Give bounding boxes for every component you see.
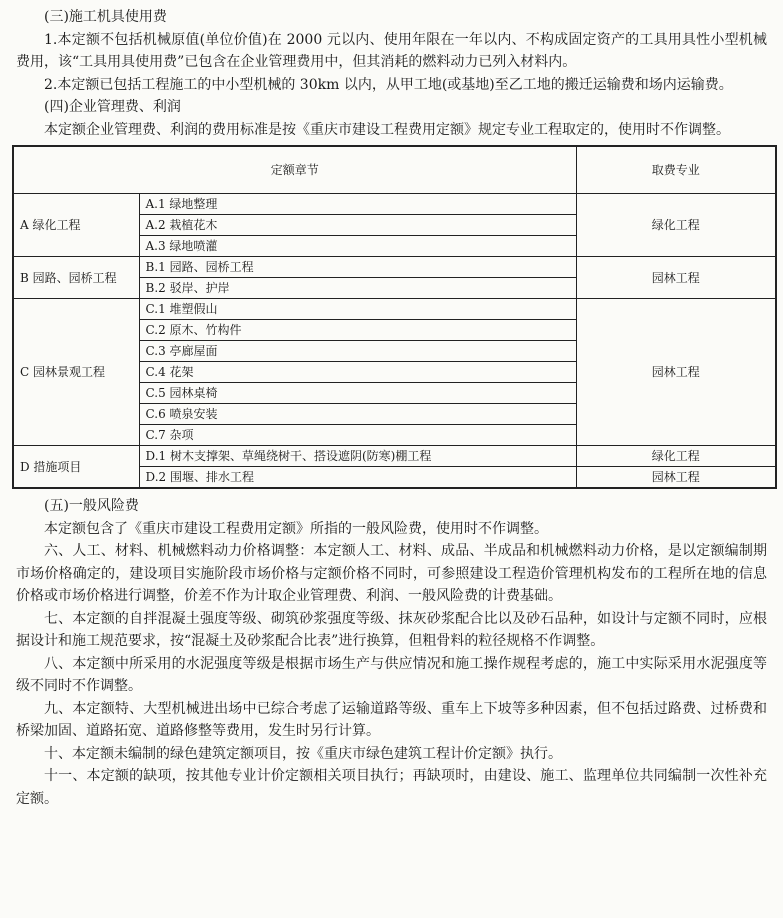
- table-cell-section: C.5 园林桌椅: [139, 383, 576, 404]
- section-heading: (四)企业管理费、利润: [44, 99, 181, 115]
- table-cell-specialty: 绿化工程: [576, 194, 776, 257]
- paragraph: 六、人工、材料、机械燃料动力价格调整：本定额人工、材料、成品、半成品和机械燃料动力价格，是以定额编制期市场价格确定的，建设项目实施阶段市场价格与定额价格不同时，可参照建设工程造价管理机构发布的工程所在地的信息价格或市场价格进行调整，价差不作为计取企业管理费、利润、一般风险费的计费基础。: [16, 543, 767, 604]
- table-cell-specialty: 园林工程: [576, 467, 776, 489]
- table-cell-section: D.2 围堰、排水工程: [139, 467, 576, 489]
- table-cell-specialty: 园林工程: [576, 257, 776, 299]
- table-cell-chapter: D 措施项目: [13, 446, 139, 489]
- paragraph: 八、本定额中所采用的水泥强度等级是根据市场生产与供应情况和施工操作规程考虑的，施工中实际采用水泥强度等级不同时不作调整。: [16, 655, 767, 694]
- table-cell-section: C.1 堆塑假山: [139, 299, 576, 320]
- table-header-specialty: 取费专业: [576, 146, 776, 194]
- table-cell-chapter: C 园林景观工程: [13, 299, 139, 446]
- table-cell-section: C.7 杂项: [139, 425, 576, 446]
- paragraph: 七、本定额的自拌混凝土强度等级、砌筑砂浆强度等级、抹灰砂浆配合比以及砂石品种，如设计与定额不同时，应根据设计和施工规范要求，按“混凝土及砂浆配合比表”进行换算，但粗骨料的粒径规格不作调整。: [16, 610, 767, 649]
- table-header-chapter: 定额章节: [13, 146, 576, 194]
- paragraph: 九、本定额特、大型机械进出场中已综合考虑了运输道路等级、重车上下坡等多种因素，但不包括过路费、过桥费和桥梁加固、道路拓宽、道路修整等费用，发生时另行计算。: [16, 700, 767, 739]
- section-heading: (五)一般风险费: [44, 498, 139, 514]
- table-cell-section: B.1 园路、园桥工程: [139, 257, 576, 278]
- table-row: [13, 446, 776, 467]
- paragraph: 2.本定额已包括工程施工的中小型机械的 30km 以内，从甲工地(或基地)至乙工地的搬迁运输费和场内运输费。: [44, 76, 733, 93]
- table-cell-section: C.3 亭廊屋面: [139, 341, 576, 362]
- table-row: [13, 299, 776, 320]
- section-heading: (三)施工机具使用费: [44, 9, 167, 25]
- table-cell-chapter: A 绿化工程: [13, 194, 139, 257]
- fee-specialty-table: [12, 145, 777, 489]
- paragraph: 十一、本定额的缺项，按其他专业计价定额相关项目执行；再缺项时，由建设、施工、监理单位共同编制一次性补充定额。: [16, 768, 767, 807]
- table-cell-section: A.1 绿地整理: [139, 194, 576, 215]
- table-cell-specialty: 园林工程: [576, 299, 776, 446]
- table-cell-section: C.4 花架: [139, 362, 576, 383]
- table-cell-chapter: B 园路、园桥工程: [13, 257, 139, 299]
- paragraph: 本定额企业管理费、利润的费用标准是按《重庆市建设工程费用定额》规定专业工程取定的，使用时不作调整。: [44, 121, 730, 138]
- table-cell-section: A.3 绿地喷灌: [139, 236, 576, 257]
- table-cell-section: A.2 栽植花木: [139, 215, 576, 236]
- table-cell-section: B.2 驳岸、护岸: [139, 278, 576, 299]
- table-cell-section: C.2 原木、竹构件: [139, 320, 576, 341]
- table-row: [13, 257, 776, 278]
- table-cell-section: D.1 树木支撑架、草绳绕树干、搭设遮阴(防寒)棚工程: [139, 446, 576, 467]
- table-cell-specialty: 绿化工程: [576, 446, 776, 467]
- paragraph: 十、本定额未编制的绿色建筑定额项目，按《重庆市绿色建筑工程计价定额》执行。: [44, 745, 562, 762]
- table-header-row: [13, 146, 776, 194]
- paragraph: 1.本定额不包括机械原值(单位价值)在 2000 元以内、使用年限在一年以内、不构成固定资产的工具用具性小型机械费用，该“工具用具使用费”已包含在企业管理费用中，但其消耗的燃料动力已列入材料内。: [16, 31, 767, 70]
- paragraph: 本定额包含了《重庆市建设工程费用定额》所指的一般风险费，使用时不作调整。: [44, 520, 548, 537]
- table-row: [13, 194, 776, 215]
- table-cell-section: C.6 喷泉安装: [139, 404, 576, 425]
